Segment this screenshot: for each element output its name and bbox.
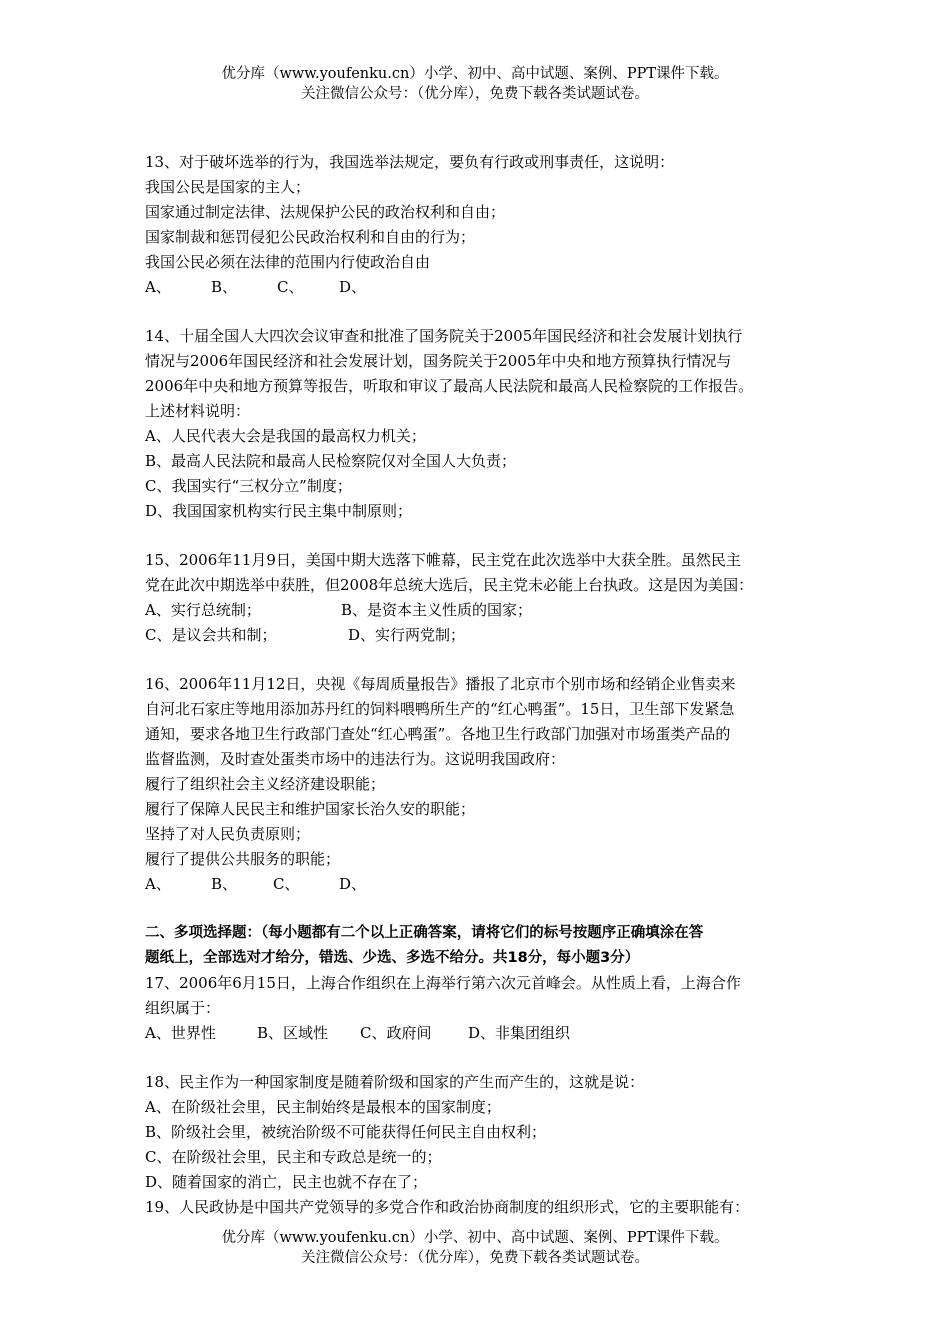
question-stem: 上述材料说明： [145, 402, 251, 420]
question-14 [145, 324, 825, 524]
option-d: D、实行两党制； [348, 626, 466, 644]
question-stem: 监督监测，及时查处蛋类市场中的违法行为。这说明我国政府： [145, 750, 566, 768]
question-stem: 通知，要求各地卫生行政部门查处“红心鸭蛋”。各地卫生行政部门加强对市场蛋类产品的 [145, 725, 731, 743]
statement-item: 我国公民是国家的主人； [145, 178, 311, 196]
option-d: D、随着国家的消亡，民主也就不存在了； [145, 1173, 428, 1191]
question-18 [145, 1070, 825, 1195]
page-footer [0, 1228, 950, 1268]
question-16 [145, 672, 825, 897]
question-stem: 16、2006年11月12日，央视《每周质量报告》播报了北京市个别市场和经销企业售卖来 [145, 675, 736, 693]
question-stem: 19、人民政协是中国共产党领导的多党合作和政治协商制度的组织形式，它的主要职能有： [145, 1198, 750, 1216]
option-a: A、在阶级社会里，民主制始终是最根本的国家制度； [145, 1098, 501, 1116]
question-17 [145, 971, 825, 1046]
statement-item: 履行了保障人民民主和维护国家长治久安的职能； [145, 800, 476, 818]
option-d: D、 [339, 278, 367, 296]
option-d: D、我国国家机构实行民主集中制原则； [145, 502, 413, 520]
option-b: B、阶级社会里，被统治阶级不可能获得任何民主自由权利； [145, 1123, 547, 1141]
option-c: C、 [277, 278, 304, 296]
option-a: A、 [145, 278, 171, 296]
statement-item: 国家通过制定法律、法规保护公民的政治权利和自由； [145, 203, 506, 221]
statement-item: 履行了提供公共服务的职能； [145, 850, 341, 868]
answer-options [145, 275, 825, 300]
question-19 [145, 1195, 825, 1220]
option-b: B、区域性 [257, 1024, 329, 1042]
option-a: A、 [145, 875, 171, 893]
option-a: A、实行总统制； [145, 601, 261, 619]
option-c: C、是议会共和制； [145, 626, 277, 644]
question-stem: 14、十届全国人大四次会议审查和批准了国务院关于2005年国民经济和社会发展计划执行 [145, 327, 743, 345]
option-b: B、最高人民法院和最高人民检察院仅对全国人大负责； [145, 452, 517, 470]
section-heading [145, 921, 825, 971]
statement-item: 履行了组织社会主义经济建设职能； [145, 775, 386, 793]
option-c: C、在阶级社会里，民主和专政总是统一的； [145, 1148, 442, 1166]
option-c: C、我国实行“三权分立”制度； [145, 477, 352, 495]
option-b: B、 [211, 278, 238, 296]
question-stem: 18、民主作为一种国家制度是随着阶级和国家的产生而产生的，这就是说： [145, 1073, 645, 1091]
question-stem: 2006年中央和地方预算等报告，听取和审议了最高人民法院和最高人民检察院的工作报告。 [145, 377, 754, 395]
document-body [145, 150, 825, 1220]
statement-item: 我国公民必须在法律的范围内行使政治自由 [145, 253, 431, 271]
header-line-2: 关注微信公众号：（优分库），免费下载各类试题试卷。 [301, 86, 649, 102]
option-c: C、政府间 [360, 1024, 432, 1042]
question-stem: 17、2006年6月15日，上海合作组织在上海举行第六次元首峰会。从性质上看，上海合作 [145, 974, 741, 992]
header-line-1: 优分库（www.youfenku.cn）小学、初中、高中试题、案例、PPT课件下载。 [221, 66, 729, 82]
footer-line-1: 优分库（www.youfenku.cn）小学、初中、高中试题、案例、PPT课件下载。 [221, 1230, 729, 1246]
option-d: D、非集团组织 [468, 1024, 571, 1042]
option-b: B、是资本主义性质的国家； [341, 601, 533, 619]
question-stem: 党在此次中期选举中获胜，但2008年总统大选后，民主党未必能上台执政。这是因为美国： [145, 576, 754, 594]
option-a: A、世界性 [145, 1024, 216, 1042]
page-header [0, 64, 950, 104]
section-heading-line: 二、多项选择题：（每小题都有二个以上正确答案，请将它们的标号按题序正确填涂在答 [145, 925, 704, 941]
answer-options [145, 598, 825, 623]
answer-options [145, 872, 825, 897]
question-stem: 组织属于： [145, 999, 221, 1017]
question-stem: 15、2006年11月9日，美国中期大选落下帷幕，民主党在此次选举中大获全胜。虽然民主 [145, 551, 741, 569]
statement-item: 坚持了对人民负责原则； [145, 825, 311, 843]
question-15 [145, 548, 825, 648]
question-stem: 13、对于破坏选举的行为，我国选举法规定，要负有行政或刑事责任，这说明： [145, 153, 675, 171]
option-b: B、 [211, 875, 238, 893]
answer-options [145, 1021, 825, 1046]
question-13 [145, 150, 825, 300]
footer-line-2: 关注微信公众号：（优分库），免费下载各类试题试卷。 [301, 1250, 649, 1266]
answer-options [145, 623, 825, 648]
statement-item: 国家制裁和惩罚侵犯公民政治权利和自由的行为； [145, 228, 476, 246]
section-heading-line: 题纸上，全部选对才给分，错选、少选、多选不给分。共18分，每小题3分） [145, 950, 640, 966]
question-stem: 情况与2006年国民经济和社会发展计划，国务院关于2005年中央和地方预算执行情况与 [145, 352, 732, 370]
option-d: D、 [339, 875, 367, 893]
question-stem: 自河北石家庄等地用添加苏丹红的饲料喂鸭所生产的“红心鸭蛋”。15日，卫生部下发紧急 [145, 700, 735, 718]
option-c: C、 [273, 875, 300, 893]
option-a: A、人民代表大会是我国的最高权力机关； [145, 427, 426, 445]
